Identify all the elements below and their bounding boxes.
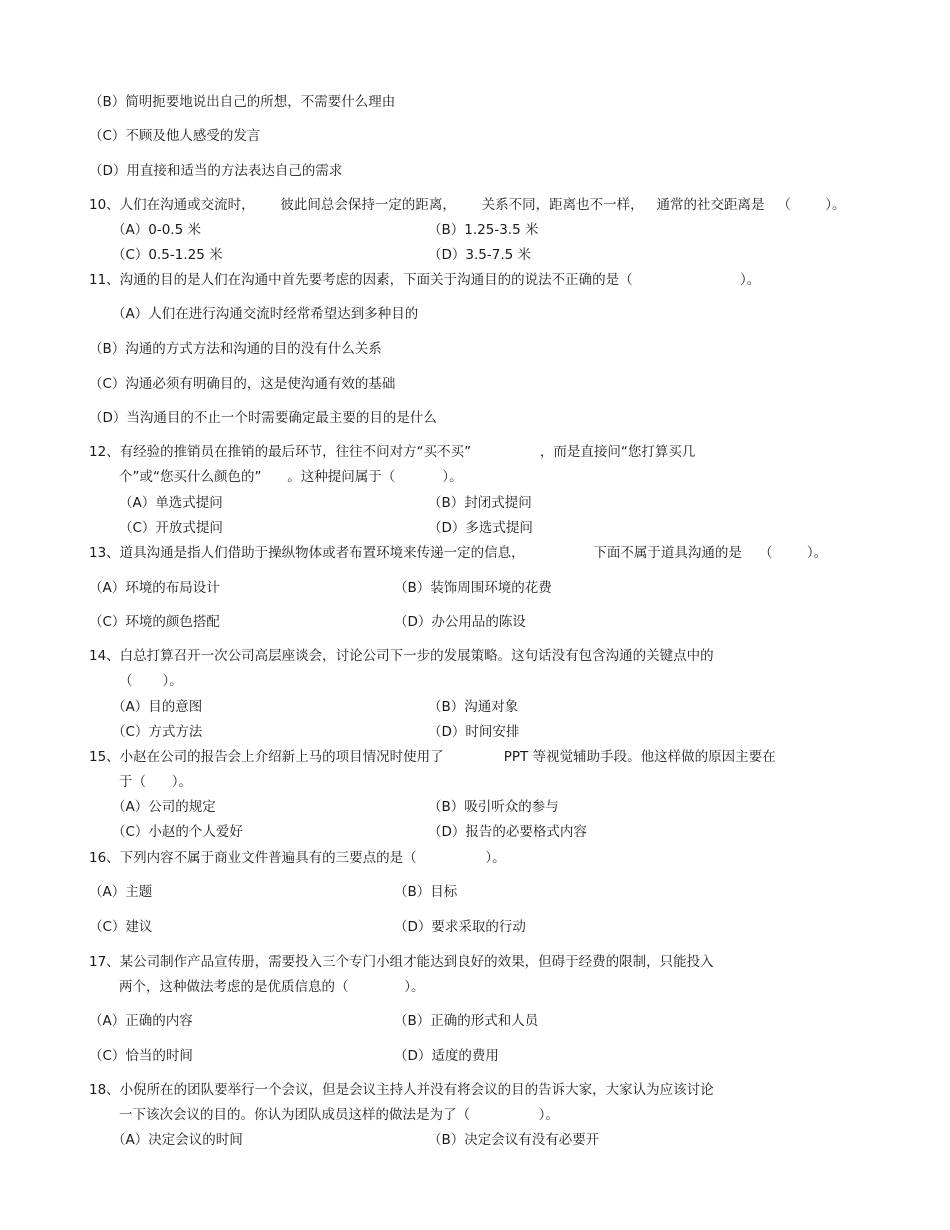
option-line: （B）装饰周围环境的花费 [394,580,552,596]
question-18: 18、小倪所在的团队要举行一个会议，但是会议主持人并没有将会议的目的告诉大家，大家认为应该讨论 [89,1082,714,1098]
option-line: （B）目标 [394,884,458,900]
option-line: （B）1.25-3.5 米 [428,222,539,238]
option-line: （A）公司的规定 [112,799,216,815]
option-line: （C）小赵的个人爱好 [112,824,243,840]
option-line: （C）开放式提问 [119,520,223,536]
option-line: （B）吸引听众的参与 [428,799,559,815]
option-line: （C）建议 [89,919,153,935]
question-17: 17、某公司制作产品宣传册，需要投入三个专门小组才能达到良好的效果，但碍于经费的限制，只能投入 [89,954,714,970]
option-line: （C）方式方法 [112,724,203,740]
option-line: （B）封闭式提问 [428,495,532,511]
option-line: （D）3.5-7.5 米 [428,247,531,263]
question-11: 11、沟通的目的是人们在沟通中首先要考虑的因素，下面关于沟通目的的说法不正确的是（ ）。 [89,272,761,288]
question-12: 12、有经验的推销员在推销的最后环节，往往不问对方“买不买” ，而是直接问“您打算买几 [89,444,696,460]
option-line: （D）报告的必要格式内容 [428,824,587,840]
option-line: （B）沟通对象 [428,699,519,715]
option-line: （A）环境的布局设计 [89,580,220,596]
option-line: （B）决定会议有没有必要开 [428,1132,600,1148]
question-12-continued: 个”或“您买什么颜色的” 。这种提问属于（ ）。 [119,469,463,485]
option-line: （B）沟通的方式方法和沟通的目的没有什么关系 [89,341,382,357]
question-14: 14、白总打算召开一次公司高层座谈会，讨论公司下一步的发展策略。这句话没有包含沟通的关键点中的 [89,648,714,664]
question-10: 10、人们在沟通或交流时， 彼此间总会保持一定的距离， 关系不同，距离也不一样， 通常的社交距离是 （ ）。 [89,197,846,213]
option-line: （A）目的意图 [112,699,203,715]
option-line: （A）人们在进行沟通交流时经常希望达到多种目的 [112,306,419,322]
option-line: （B）简明扼要地说出自己的所想，不需要什么理由 [89,94,396,110]
question-15-continued: 于（ ）。 [119,774,192,790]
question-16: 16、下列内容不属于商业文件普遍具有的三要点的是（ ）。 [89,850,506,866]
question-17-continued: 两个，这种做法考虑的是优质信息的（ ）。 [119,979,425,995]
option-line: （C）沟通必须有明确目的，这是使沟通有效的基础 [89,376,396,392]
option-line: （A）正确的内容 [89,1013,193,1029]
option-line: （D）多选式提问 [428,520,533,536]
option-line: （D）当沟通目的不止一个时需要确定最主要的目的是什么 [89,410,437,426]
question-13: 13、道具沟通是指人们借助于操纵物体或者布置环境来传递一定的信息， 下面不属于道具沟通的是 （ ）。 [89,545,828,561]
option-line: （C）恰当的时间 [89,1048,193,1064]
option-line: （C）不顾及他人感受的发言 [89,128,261,144]
option-line: （D）适度的费用 [394,1048,499,1064]
option-line: （A）单选式提问 [119,495,223,511]
option-line: （D）办公用品的陈设 [394,614,526,630]
option-line: （D）时间安排 [428,724,520,740]
option-line: （A）主题 [89,884,153,900]
option-line: （D）要求采取的行动 [394,919,526,935]
option-line: （C）环境的颜色搭配 [89,614,220,630]
option-line: （C）0.5-1.25 米 [112,247,223,263]
question-18-continued: 一下该次会议的目的。你认为团队成员这样的做法是为了（ ）。 [119,1107,559,1123]
option-line: （B）正确的形式和人员 [394,1013,539,1029]
option-line: （A）决定会议的时间 [112,1132,243,1148]
question-14-continued: （ ）。 [119,673,183,689]
question-15: 15、小赵在公司的报告会上介绍新上马的项目情况时使用了 PPT 等视觉辅助手段。他这样做的原因主要在 [89,749,776,765]
option-line: （D）用直接和适当的方法表达自己的需求 [89,163,343,179]
option-line: （A）0-0.5 米 [112,222,201,238]
